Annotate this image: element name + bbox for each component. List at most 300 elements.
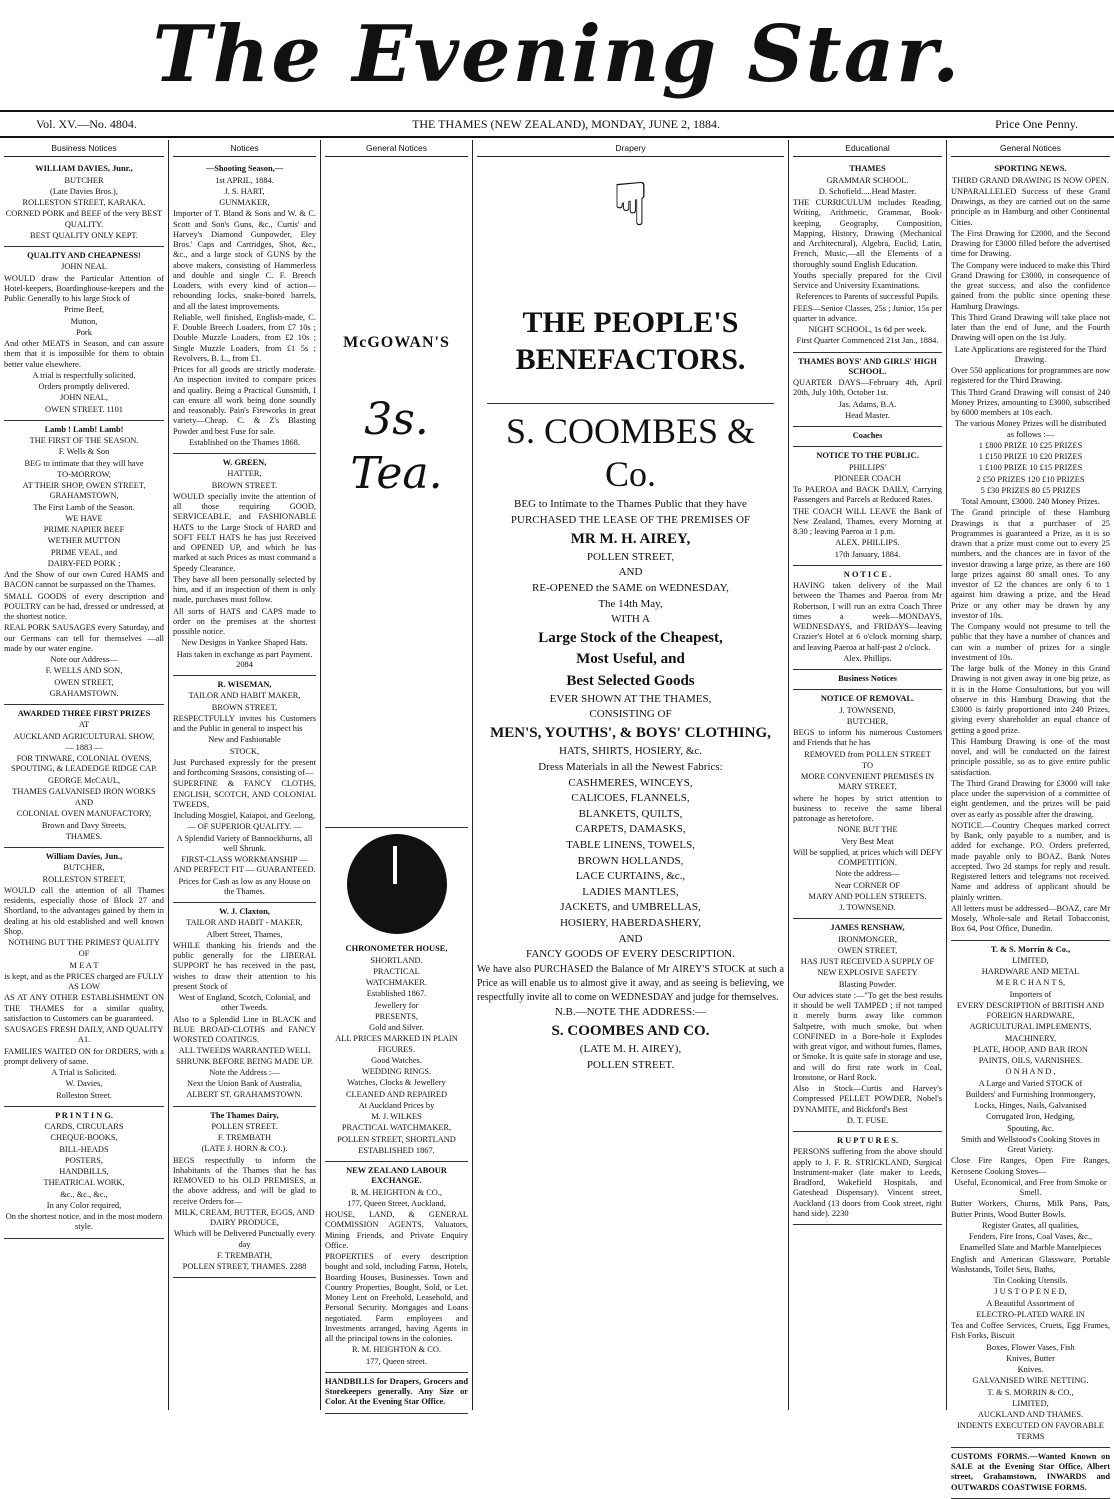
ad-line: M E A T [69, 960, 99, 970]
ad-line: GEORGE McCAUL, [47, 775, 121, 785]
ad-line: F. TREMBATH [217, 1133, 272, 1143]
ad-line: English and American Glassware, Portable Washstands, Toilet Sets, Baths, [951, 1254, 1110, 1274]
ad-heading: —Shooting Season,— [205, 164, 284, 174]
ad-heading: N O T I C E . [843, 569, 892, 579]
ad-line: To PAEROA and BACK DAILY, Carrying Passengers and Parcels at Reduced Rates. [793, 485, 942, 505]
drapery-line: AND [618, 932, 643, 945]
ad-line: BEGS to inform his numerous Customers and Friends that he has [793, 728, 942, 748]
ad-line: NIGHT SCHOOL, 1s 6d per week. [808, 325, 927, 335]
mcgowans-name: McGOWAN'S [343, 334, 450, 352]
advertisement [4, 705, 164, 848]
ad-line: J. S. HART, [224, 186, 265, 196]
ad-line: GUNMAKER, [219, 198, 270, 208]
ad-line: ALBERT ST. GRAHAMSTOWN. [186, 1090, 303, 1100]
ad-line: W. Davies, [65, 1079, 103, 1089]
ad-heading: William Davies, Jun., [45, 852, 123, 862]
ad-line: WOULD draw the Particular Attention of Hotel-keepers, Boardinghouse-keepers and the Public Generally to his large Stock of [4, 273, 164, 304]
ad-heading: NOTICE TO THE PUBLIC. [816, 451, 919, 461]
ad-line: NONE BUT THE [837, 825, 898, 835]
ad-line: Blasting Powder. [838, 979, 897, 989]
ad-heading: THAMES BOYS' AND GIRLS' HIGH SCHOOL. [798, 356, 937, 376]
ad-line: TO-MORROW, [57, 469, 111, 479]
ad-line: PRIME NAPIER BEEF [43, 525, 125, 535]
ad-line: D. Schofield.....Head Master. [818, 186, 917, 196]
ad-line: HARDWARE AND METAL [981, 967, 1080, 977]
ad-line: AT [78, 720, 90, 730]
advertisement [4, 247, 164, 421]
ad-line: PRESENTS, [374, 1011, 419, 1021]
ad-line: THE COACH WILL LEAVE the Bank of New Zealand, Thames, every Morning at 8.30 ; leaving Paeroa at 1 p.m. [793, 506, 942, 537]
advertisement [4, 848, 164, 1107]
ad-line: In any Color required, [46, 1200, 122, 1210]
ad-line: Which will be Delivered Punctually every day [173, 1229, 316, 1249]
ad-line: CHEQUE-BOOKS, [50, 1133, 118, 1143]
drapery-line: CARPETS, DAMASKS, [575, 823, 686, 836]
ad-line: Importer of T. Bland & Sons and W. & C. Scott and Son's Guns, &c., Curtis' and Harvey's Diamond Gunpowder, Eley Bros.' Caps and Cartridges, Shot, &c., &c., and a large stock of GUNS by the above makers, consisting of Hammerless and double and single C. F. Breech Loaders, with every kind of action—rebounding locks, snake-bored barrels, and all the latest improvements. [173, 209, 316, 311]
ad-line: F. Wells & Son [58, 447, 110, 457]
newspaper-title: The Evening Star. [152, 9, 962, 100]
ad-line: This Third Grand Drawing will consist of 240 Money Prizes, amounting to £3000, subscribed by 6000 members at 10s each. [951, 387, 1110, 418]
ad-line: ROLLESTON STREET, KARAKA. [22, 198, 146, 208]
ad-line: Over 550 applications for programmes are now registered for the Third Drawing. [951, 366, 1110, 386]
ad-line: PLATE, HOOP, AND BAR IRON [973, 1044, 1088, 1054]
ad-line: GALVANISED WIRE NETTING. [972, 1376, 1089, 1386]
ad-line: Also in Stock—Curtis and Harvey's Compressed PELLET POWDER, Nobel's DYNAMITE, and Bickford's Best [793, 1084, 942, 1114]
ad-line: This Hamburg Drawing is one of the most novel, and will be conducted on the fairest principle possible, so as to give entire public satisfaction. [951, 736, 1110, 777]
ad-line: WOULD specially invite the attention of all those requiring GOOD, SERVICEABLE, and FASHIONABLE HATS to the Large Stock of HARD and SOFT FELT HATS he has just Received and OPENED UP, and which he has marked at such Prices as must command a Speedy Clearance. [173, 491, 316, 573]
ad-line: Note the address— [835, 869, 900, 879]
ad-line: POSTERS, [65, 1155, 103, 1165]
ad-line: Reliable, well finished, English-made, C. F. Double Breech Loaders, from £7 10s ; Double Muzzle Loaders, from £2 10s ; Single Muzzle Loaders, from £1 5s ; Revolvers, B. L., from £1. [173, 312, 316, 363]
ad-line: THIRD GRAND DRAWING IS NOW OPEN. [952, 175, 1109, 185]
ad-heading: T. & S. Morrin & Co., [990, 944, 1071, 954]
ad-line: A Splendid Variety of Bannockburns, all well Shrunk. [176, 833, 313, 853]
ad-line: PIONEER COACH [834, 473, 901, 483]
ad-line: Gold and Silver. [369, 1023, 424, 1033]
ad-heading: THAMES [849, 164, 886, 174]
ad-line: Importers of [1009, 989, 1052, 999]
advertisement [173, 903, 316, 1107]
ad-heading: AWARDED THREE FIRST PRIZES [17, 709, 151, 719]
ad-line: HAVING taken delivery of the Mail between the Thames and Paeroa from Mr Robertson, I will run an extra Coach Three times a week—MONDAYS, WEDNESDAYS, and FRIDAYS—leaving Crazier's Hotel at 6 o'clock morning sharp, and leaving Paeroa at half-past 2 o'clock. [793, 581, 942, 652]
ad-line: FEES—Senior Classes, 25s ; Junior, 15s per quarter in advance. [793, 303, 942, 323]
drapery-line: (LATE M. H. AIREY), [579, 1043, 682, 1056]
ad-line: The Company would not presume to tell the public that they have a number of chances and can win a number of prizes for a single investment of 10s. [951, 622, 1110, 662]
advertisement [793, 427, 942, 447]
ad-line: References to Parents of successful Pupils. [795, 292, 940, 302]
ad-line: The various Money Prizes will be distributed as follows :— [954, 419, 1107, 439]
column-educational [788, 140, 946, 1410]
ad-heading: R. WISEMAN, [217, 680, 272, 690]
column-business-notices [0, 140, 168, 1410]
ad-line: BEST QUALITY ONLY KEPT. [29, 230, 139, 240]
advertisement [793, 447, 942, 566]
pointing-hand-icon: ☟ [612, 172, 649, 239]
ad-line: HOUSE, LAND, & GENERAL COMMISSION AGENTS, Valuators, Mining Friends, and Private Enquiry Office. [325, 1210, 468, 1250]
ad-line: WATCHMAKER. [365, 978, 428, 988]
ad-line: Youths specially prepared for the Civil Service and University Examinations. [793, 270, 942, 291]
ad-line: J U S T O P E N E D, [994, 1287, 1067, 1297]
ad-line: MACHINERY, [1004, 1033, 1057, 1043]
ad-line: GRAMMAR SCHOOL. [826, 175, 909, 185]
ad-line: Close Fire Ranges, Open Fire Ranges, Kerosene Cooking Stoves— [951, 1156, 1110, 1176]
mcgowans-tea-ad [325, 160, 468, 828]
ad-line: Hats taken in exchange as part Payment. 2084 [176, 649, 313, 669]
ad-heading: CHRONOMETER HOUSE, [345, 944, 448, 954]
ad-line: Fenders, Fire Irons, Coal Vases, &c., [968, 1232, 1093, 1242]
ad-line: ELECTRO-PLATED WARE IN [976, 1309, 1085, 1319]
ad-line: SUPERFINE & FANCY CLOTHS, ENGLISH, SCOTCH, AND COLONIAL TWEEDS, [173, 779, 316, 809]
ad-line: Total Amount, £3000. 240 Money Prizes. [961, 497, 1100, 507]
column-heading: General Notices [325, 140, 468, 157]
ad-line: Boxes, Flower Vases, Fish [986, 1342, 1075, 1352]
ad-line: Good Watches. [371, 1055, 422, 1065]
ad-line: SHORTLAND. [370, 955, 423, 965]
ad-line: Alex. Phillips. [843, 653, 892, 663]
ad-heading: R U P T U R E S. [836, 1136, 899, 1146]
ad-line: NEW EXPLOSIVE SAFETY [817, 968, 918, 978]
advertisement [793, 160, 942, 352]
ad-line: Late Applications are registered for the Third Drawing. [954, 344, 1107, 364]
ad-line: HATTER, [227, 469, 262, 479]
ad-line: BUTCHER, [846, 716, 889, 726]
ad-line: New and Fashionable [208, 735, 281, 745]
ad-line: REMOVED from POLLEN STREET [804, 749, 931, 759]
ad-heading: HANDBILLS for Drapers, Grocers and Storekeepers generally. Any Size or Color. At the Evening Star Office. [325, 1376, 468, 1407]
ad-heading: NOTICE OF REMOVAL. [820, 694, 915, 704]
price: Price One Penny. [995, 116, 1078, 131]
column-heading: Drapery [477, 140, 784, 157]
ad-heading: QUALITY AND CHEAPNESS! [27, 251, 141, 261]
clock-illustration [347, 834, 447, 934]
ad-line: All letters must be addressed—BOAZ, care Mr Mosely, Whole-sale and Retail Tobacconist, Box 64, Post Office, Dunedin. [951, 903, 1110, 934]
ad-line: NOTICE.—Country Cheques marked correct by Bank, only payable to a number, and is added for exchange. P.O. Orders preferred, made payable only to BOAZ. Bank Notes accepted. Two 2d stamps for reply and result. Registered letters and telegrams not received. Name and address of applicant should be plainly written. [951, 820, 1110, 902]
drapery-line: JACKETS, and UMBRELLAS, [560, 901, 701, 914]
drapery-line: TABLE LINENS, TOWELS, [566, 838, 695, 851]
ad-line: QUARTER DAYS—February 4th, April 20th, July 10th, October 1st. [793, 378, 942, 398]
drapery-line: FANCY GOODS OF EVERY DESCRIPTION. [526, 948, 735, 961]
ad-heading: CUSTOMS FORMS.—Wanted Known on SALE at the Evening Star Office, Albert street, Grahamstown, INWARDS and OUTWARDS COASTWISE FORMS. [951, 1451, 1110, 1492]
ad-line: TO [861, 760, 873, 770]
ad-line: And the Show of our own Cured HAMS and BACON cannot be surpassed on the Thames. [4, 570, 164, 590]
ad-line: PRACTICAL WATCHMAKER, [341, 1123, 452, 1133]
ad-line: Builders' and Furnishing Ironmongery, [965, 1089, 1096, 1099]
ad-line: Head Master. [845, 410, 890, 420]
ad-line: A Beautiful Assortment of [986, 1298, 1075, 1308]
ad-line: RESPECTFULLY invites his Customers and the Public in general to inspect his [173, 713, 316, 734]
ad-line: And other MEATS in Season, and can assure them that it is impossible for them to obtain better value elsewhere. [4, 339, 164, 369]
ad-line: Locks, Hinges, Nails, Galvanised [974, 1101, 1087, 1111]
ad-line: Near CORNER OF [834, 880, 901, 890]
advertisement [793, 919, 942, 1132]
ad-line: Will be supplied, at prices which will DEFY COMPETITION. [793, 847, 942, 868]
ad-line: R. M. HEIGHTON & CO., [350, 1187, 443, 1197]
advertisement [4, 421, 164, 705]
column-heading: Business Notices [4, 140, 164, 157]
ad-line: AS AT ANY OTHER ESTABLISHMENT ON THE THAMES for a similar quality, satisfaction to Customers can be guaranteed. [4, 993, 164, 1023]
drapery-line: POLLEN STREET. [586, 1058, 675, 1071]
ad-line: Very Best Meat [841, 836, 894, 846]
ad-line: Established 1867. [366, 989, 427, 999]
ad-line: J. TOWNSEND, [839, 705, 896, 715]
ad-line: ALL TWEEDS WARRANTED WELL SHRUNK BEFORE BEING MADE UP. [175, 1046, 314, 1066]
drapery-line: MR M. H. AIREY, [570, 530, 691, 547]
ad-line: M E R C H A N T S, [995, 978, 1066, 988]
drapery-line: POLLEN STREET, [586, 550, 675, 563]
ad-line: MILK, CREAM, BUTTER, EGGS, AND DAIRY PRODUCE, [174, 1207, 315, 1228]
ad-line: 1 £100 PRIZE 10 £15 PRIZES [978, 463, 1083, 473]
ad-line: West of England, Scotch, Colonial, and other Tweeds. [178, 993, 311, 1013]
ad-line: WEDDING RINGS. [361, 1067, 432, 1077]
column-general-notices-2 [946, 140, 1114, 1492]
tea-price: 3s. Tea. [350, 393, 443, 499]
ad-line: HANDBILLS, [59, 1167, 109, 1177]
ad-line: OWEN STREET, [837, 945, 898, 955]
ad-line: Tea and Coffee Services, Cruets, Egg Frames, Fish Forks, Biscuit [951, 1321, 1110, 1341]
ad-line: FOR TINWARE, COLONIAL OVENS, SPOUTING, & LEADEDGE RIDGE CAP. [10, 754, 158, 774]
drapery-line: We have also PURCHASED the Balance of Mr AIREY'S STOCK at such a Price as will enable us to almost give it away, and as seeing is believing, we respectfully invite all to come on WEDNESDAY and judge for themselves. [477, 963, 784, 1004]
ad-line: NOTHING BUT THE PRIMEST QUALITY [8, 938, 160, 948]
volume-number: Vol. XV.—No. 4804. [36, 116, 137, 131]
ad-line: TAILOR AND HABIT MAKER, [188, 691, 301, 701]
ad-line: O N H A N D , [1005, 1067, 1056, 1077]
ad-line: 1 £150 PRIZE 10 £20 PRIZES [978, 452, 1083, 462]
ad-line: THE FIRST OF THE SEASON. [29, 436, 139, 446]
ad-line: LIMITED, [1012, 955, 1049, 965]
ad-line: JOHN NEAL [61, 262, 107, 272]
advertisement [793, 670, 942, 690]
advertisement [173, 676, 316, 903]
masthead [0, 0, 1114, 110]
ad-line: A trial is respectfully solicited. [32, 370, 136, 380]
ad-line: &c., &c., &c., [60, 1189, 108, 1199]
ad-line: Watches, Clocks & Jewellery [347, 1078, 446, 1088]
ad-line: AGRICULTURAL IMPLEMENTS, [969, 1022, 1092, 1032]
advertisement [793, 1132, 942, 1225]
ad-line: STOCK, [229, 746, 260, 756]
ad-line: Orders promptly delivered. [38, 382, 130, 392]
drapery-line: N.B.—NOTE THE ADDRESS:— [554, 1006, 707, 1019]
ad-line: REAL PORK SAUSAGES every Saturday, and our Germans can tell for themselves —all made by our water engine. [4, 623, 164, 653]
ad-line: AUCKLAND AND THAMES. [977, 1410, 1084, 1420]
ad-line: Enamelled Slate and Marble Mantelpieces [959, 1243, 1102, 1253]
ad-line: EVERY DESCRIPTION of BRITISH AND FOREIGN HARDWARE, [956, 1000, 1105, 1021]
ad-line: Spouting, &c. [1007, 1123, 1054, 1133]
advertisement [793, 353, 942, 428]
ad-line: where he hopes by strict attention to business to receive the same liberal patronage as heretofore. [793, 793, 942, 824]
ad-heading: JAMES RENSHAW, [830, 923, 905, 933]
ad-line: OWEN STREET, [54, 677, 114, 687]
ad-line: SMALL GOODS of every description and POULTRY can be had, dressed or undressed, at the shortest notice. [4, 591, 164, 622]
ad-line: Including Mosgiel, Kaiapoi, and Geelong, [173, 811, 316, 821]
ad-line: The large bulk of the Money in this Grand Drawing is not given away in one big prize, as it is in the Home Consultations, but you will observe in this Hamburg Drawing that the £3000 is fairly proportioned into 240 Prizes, giving every shareholder an equal chance of getting a good prize. [951, 664, 1110, 735]
ad-line: R. M. HEIGHTON & CO. [352, 1345, 441, 1355]
advertisement [951, 1448, 1110, 1499]
advertisement [793, 690, 942, 919]
advertisement [173, 454, 316, 676]
ad-line: All sorts of HATS and CAPS made to order on the premises at the shortest possible notice. [173, 606, 316, 637]
ad-line: BROWN STREET, [211, 702, 278, 712]
ad-line: SAUSAGES FRESH DAILY, AND QUALITY A1. [4, 1025, 164, 1045]
ad-line: POLLEN STREET. [211, 1121, 278, 1131]
ad-line: is kept, and as the PRICES charged are FULLY AS LOW [4, 971, 164, 992]
ad-line: CORNED PORK and BEEF of the very BEST QUALITY. [5, 209, 163, 229]
ad-line: FIRST-CLASS WORKMANSHIP — AND PERFECT FIT — GUARANTEED. [173, 855, 316, 875]
ad-heading: The Thames Dairy, [210, 1110, 279, 1120]
ad-line: First Quarter Commenced 21st Jan., 1884. [796, 336, 939, 346]
ad-line: BEG to intimate that they will have [24, 458, 144, 468]
column-general-notices [320, 140, 472, 1410]
ad-line: JOHN NEAL, [60, 393, 108, 403]
ad-line: D. T. FUSE. [846, 1115, 889, 1125]
drapery-line: EVER SHOWN AT THE THAMES, [549, 692, 712, 705]
ad-line: OWEN STREET. 1101 [45, 404, 123, 414]
place-date: THE THAMES (NEW ZEALAND), MONDAY, JUNE 2, 1884. [412, 116, 720, 131]
column-heading: General Notices [951, 140, 1110, 157]
drapery-line: MEN'S, YOUTHS', & BOYS' CLOTHING, [490, 725, 771, 742]
ad-line: New Designs in Yankee Shaped Hats. [181, 638, 308, 648]
ad-line: ALEX. PHILLIPS. [835, 538, 900, 548]
ad-line: Tin Cooking Utensils. [993, 1276, 1068, 1286]
ad-line: The Grand principle of these Hamburg Drawings is that a purchaser of 25 Programmes is guaranteed a Prize, as it is so drawn that a prize must come out to every 25 numbers, and the chances are in favor of the investor drawing a large prize, as there are 160 large prizes against 80 small ones. To any investor of £2 the chances are only 6 to 1 against him drawing a prize, and the Head Prize or any other may be drawn by any investor of 10s. [951, 508, 1110, 620]
ad-line: BEGS respectfully to inform the Inhabitants of the Thames that he has REMOVED to his OLD PREMISES, at the above address, and will be glad to receive Orders for— [173, 1155, 316, 1206]
ad-heading: Business Notices [838, 674, 897, 684]
ad-line: HAS JUST RECEIVED A SUPPLY OF [800, 957, 935, 967]
drapery-line: CALICOES, FLANNELS, [571, 792, 690, 805]
ad-line: MARY AND POLLEN STREETS. [808, 891, 927, 901]
ad-line: T. & S. MORRIN & CO., [987, 1387, 1074, 1397]
drapery-line: The 14th May, [598, 597, 663, 610]
drapery-line: RE-OPENED the SAME on WEDNESDAY, [532, 582, 729, 595]
ad-line: CLEANED AND REPAIRED [345, 1089, 448, 1099]
ad-line: 177, Queen Street, Auckland, [347, 1198, 446, 1208]
ad-line: M. J. WILKES [371, 1112, 422, 1122]
drapery-line: HATS, SHIRTS, HOSIERY, &c. [558, 745, 703, 758]
drapery-line: LADIES MANTLES, [582, 885, 679, 898]
ad-line: Prices for all goods are strictly moderate. An inspection invited to compare prices and quality. Being a Practical Gunsmith, I can ensure all work being done soundly and reasonably. Pain's Fireworks in great variety—Cheap. C. & Z's Blasting Powder and best Fuse for sale. [173, 365, 316, 436]
ad-line: Knives. [1017, 1365, 1044, 1375]
ad-line: AUCKLAND AGRICULTURAL SHOW, [13, 731, 155, 741]
ad-line: 5 £30 PRIZES 80 £5 PRIZES [980, 485, 1081, 495]
column-drapery [472, 140, 788, 1410]
ad-line: Rolleston Street. [56, 1090, 112, 1100]
ad-line: Brown and Davy Streets, [41, 820, 127, 830]
ad-line: FAMILIES WAITED ON for ORDERS, with a prompt delivery of same. [4, 1046, 164, 1066]
ad-heading: NEW ZEALAND LABOUR EXCHANGE. [346, 1166, 447, 1186]
ad-line: (Late Davies Bros.), [50, 186, 118, 196]
advertisement [325, 1162, 468, 1373]
advertisement [951, 160, 1110, 940]
drapery-line: PURCHASED THE LEASE OF THE PREMISES OF [510, 513, 751, 526]
ad-heading: P R I N T I N G. [55, 1110, 113, 1120]
ad-line: BROWN STREET. [211, 480, 278, 490]
ad-line: PAINTS, OILS, VARNISHES. [978, 1056, 1083, 1066]
ad-line: ROLLESTON STREET, [42, 874, 126, 884]
column-heading: Educational [793, 140, 942, 157]
ad-line: Register Grates, all qualities, [982, 1220, 1079, 1230]
ad-line: MORE CONVENIENT PREMISES IN MARY STREET, [800, 772, 935, 792]
ad-line: PRACTICAL [373, 966, 420, 976]
ad-line: BUTCHER, [63, 863, 105, 873]
ad-line: WHILE thanking his friends and the public generally for the LIBERAL SUPPORT he has received in the past, wishes to draw their attention to his present Stock of [173, 940, 316, 991]
ad-heading: SPORTING NEWS. [994, 164, 1067, 174]
ad-line: At Auckland Prices by [358, 1100, 435, 1110]
ad-line: 2 £50 PRIZES 120 £10 PRIZES [976, 474, 1085, 484]
ad-line: WETHER MUTTON [47, 536, 121, 546]
advertisement [4, 160, 164, 247]
ad-line: Albert Street, Thames, [206, 929, 283, 939]
ad-heading: Coaches [852, 431, 883, 441]
ad-line: PERSONS suffering from the above should apply to J. F. R. STRICKLAND, Surgical Instrument-maker (late maker to Leeds, Bradford, Wakefield Hospitals, and Gateshead Dispensary). Vincent street, Auckland (13 doors from Cook street, right hand side). 2230 [793, 1147, 942, 1218]
ad-heading: W. GREEN, [222, 458, 267, 468]
ad-line: A Trial is Solicited. [51, 1068, 117, 1078]
ad-line: The First Drawing for £2000, and the Second Drawing for £3000 filled before the advertised time for Drawing. [951, 228, 1110, 259]
ad-line: This Third Grand Drawing will take place not later than the end of June, and the Fourth Drawing will open on the 1st July. [951, 312, 1110, 343]
ad-line: The First Lamb of the Season. [33, 502, 135, 512]
ad-line: Mutton, [70, 316, 98, 326]
ad-line: POLLEN STREET, SHORTLAND [337, 1134, 456, 1144]
ad-heading: Lamb ! Lamb! Lamb! [44, 424, 124, 434]
ad-line: They have all been personally selected by him, and if an inspection of them is only made, purchases must follow. [173, 574, 316, 605]
drapery-line: BEG to Intimate to the Thames Public that they have [514, 498, 747, 511]
ad-line: Knives, Butter [1006, 1353, 1055, 1363]
ad-line: UNPARALLELED Success of these Grand Drawings, as they are carried out on the same principle as in Hamburg and other Continental Cities. [951, 186, 1110, 227]
ad-line: DAIRY-FED PORK ; [47, 558, 121, 568]
drapery-line: Most Useful, and [576, 651, 685, 668]
ad-line: PRIME VEAL, and [50, 547, 118, 557]
ad-line: 17th January, 1884. [834, 549, 901, 559]
ad-line: THAMES. [65, 831, 103, 841]
ad-line: 177, Queen street. [366, 1356, 427, 1366]
ad-line: LIMITED, [1012, 1398, 1049, 1408]
ad-line: The Company were induced to make this Third Grand Drawing for £3000, in consequence of the great success, and also the confidence gained from the public since opening these Hamburg Drawings. [951, 260, 1110, 311]
ad-line: PHILLIPS' [848, 462, 887, 472]
drapery-line: LACE CURTAINS, &c., [575, 870, 686, 883]
advertisement [325, 1373, 468, 1414]
ad-line: 1st APRIL, 1884. [215, 175, 274, 185]
ad-line: F. TREMBATH, [216, 1250, 273, 1260]
ad-line: 1 £800 PRIZE 10 £25 PRIZES [978, 440, 1083, 450]
ad-line: WOULD call the attention of all Thames residents, especially those of Block 27 and Shortland, to the advantages gained by them in dealing at his old established and well known Shop. [4, 885, 164, 936]
ad-line: The Third Grand Drawing for £3000 will take place under the supervision of a committee of eight gentlemen, and the prizes will be paid over as early as possible after the drawing. [951, 778, 1110, 819]
ad-line: Our advices state :—"To get the best results it should be well TAMPED ; if not tamped it merely burns away like common Saltpetre, with much smoke, but when CONFINED in a Bore-hole it Explodes with great vigor, and without fumes, flames, or Smoke. It is quite safe in storage and use, and will do first rate work in Coal, Ironstone, or Hard Rock. [793, 990, 942, 1082]
advertisement [4, 1107, 164, 1239]
column-heading: Notices [173, 140, 316, 157]
ad-heading: W. J. Claxton, [219, 907, 270, 917]
advertisement [173, 160, 316, 454]
advertisement [951, 941, 1110, 1448]
ad-line: AT THEIR SHOP, OWEN STREET, GRAHAMSTOWN, [22, 481, 146, 501]
ad-heading: WILLIAM DAVIES, Junr., [35, 164, 133, 174]
drapery-line: S. COOMBES AND CO. [551, 1023, 710, 1040]
ad-line: POLLEN STREET, THAMES. 2288 [182, 1262, 307, 1272]
ad-line: J. TOWNSEND. [839, 903, 896, 913]
ad-line: Note our Address— [50, 655, 118, 665]
advertisement [325, 940, 468, 1162]
drapery-line: Large Stock of the Cheapest, [538, 629, 723, 646]
ad-line: Note the Address :— [209, 1067, 280, 1077]
ad-line: CARDS, CIRCULARS [44, 1122, 124, 1132]
ad-line: — 1883 — [65, 742, 103, 752]
ad-line: (LATE J. HORN & CO.). [201, 1144, 288, 1154]
ad-line: GRAHAMSTOWN. [49, 688, 119, 698]
ad-line: Also to a Splendid Line in BLACK and BLUE BROAD-CLOTHS and FANCY WORSTED COATINGS. [173, 1014, 316, 1045]
ad-line: Prices for Cash as low as any House on the Thames. [178, 876, 311, 896]
ad-line: COLONIAL OVEN MANUFACTORY, [16, 809, 152, 819]
ad-line: THAMES GALVANISED IRON WORKS [12, 786, 156, 796]
drapery-line: WITH A [611, 613, 650, 626]
ad-line: Smith and Wellstood's Cooking Stoves in Great Variety. [961, 1134, 1100, 1155]
